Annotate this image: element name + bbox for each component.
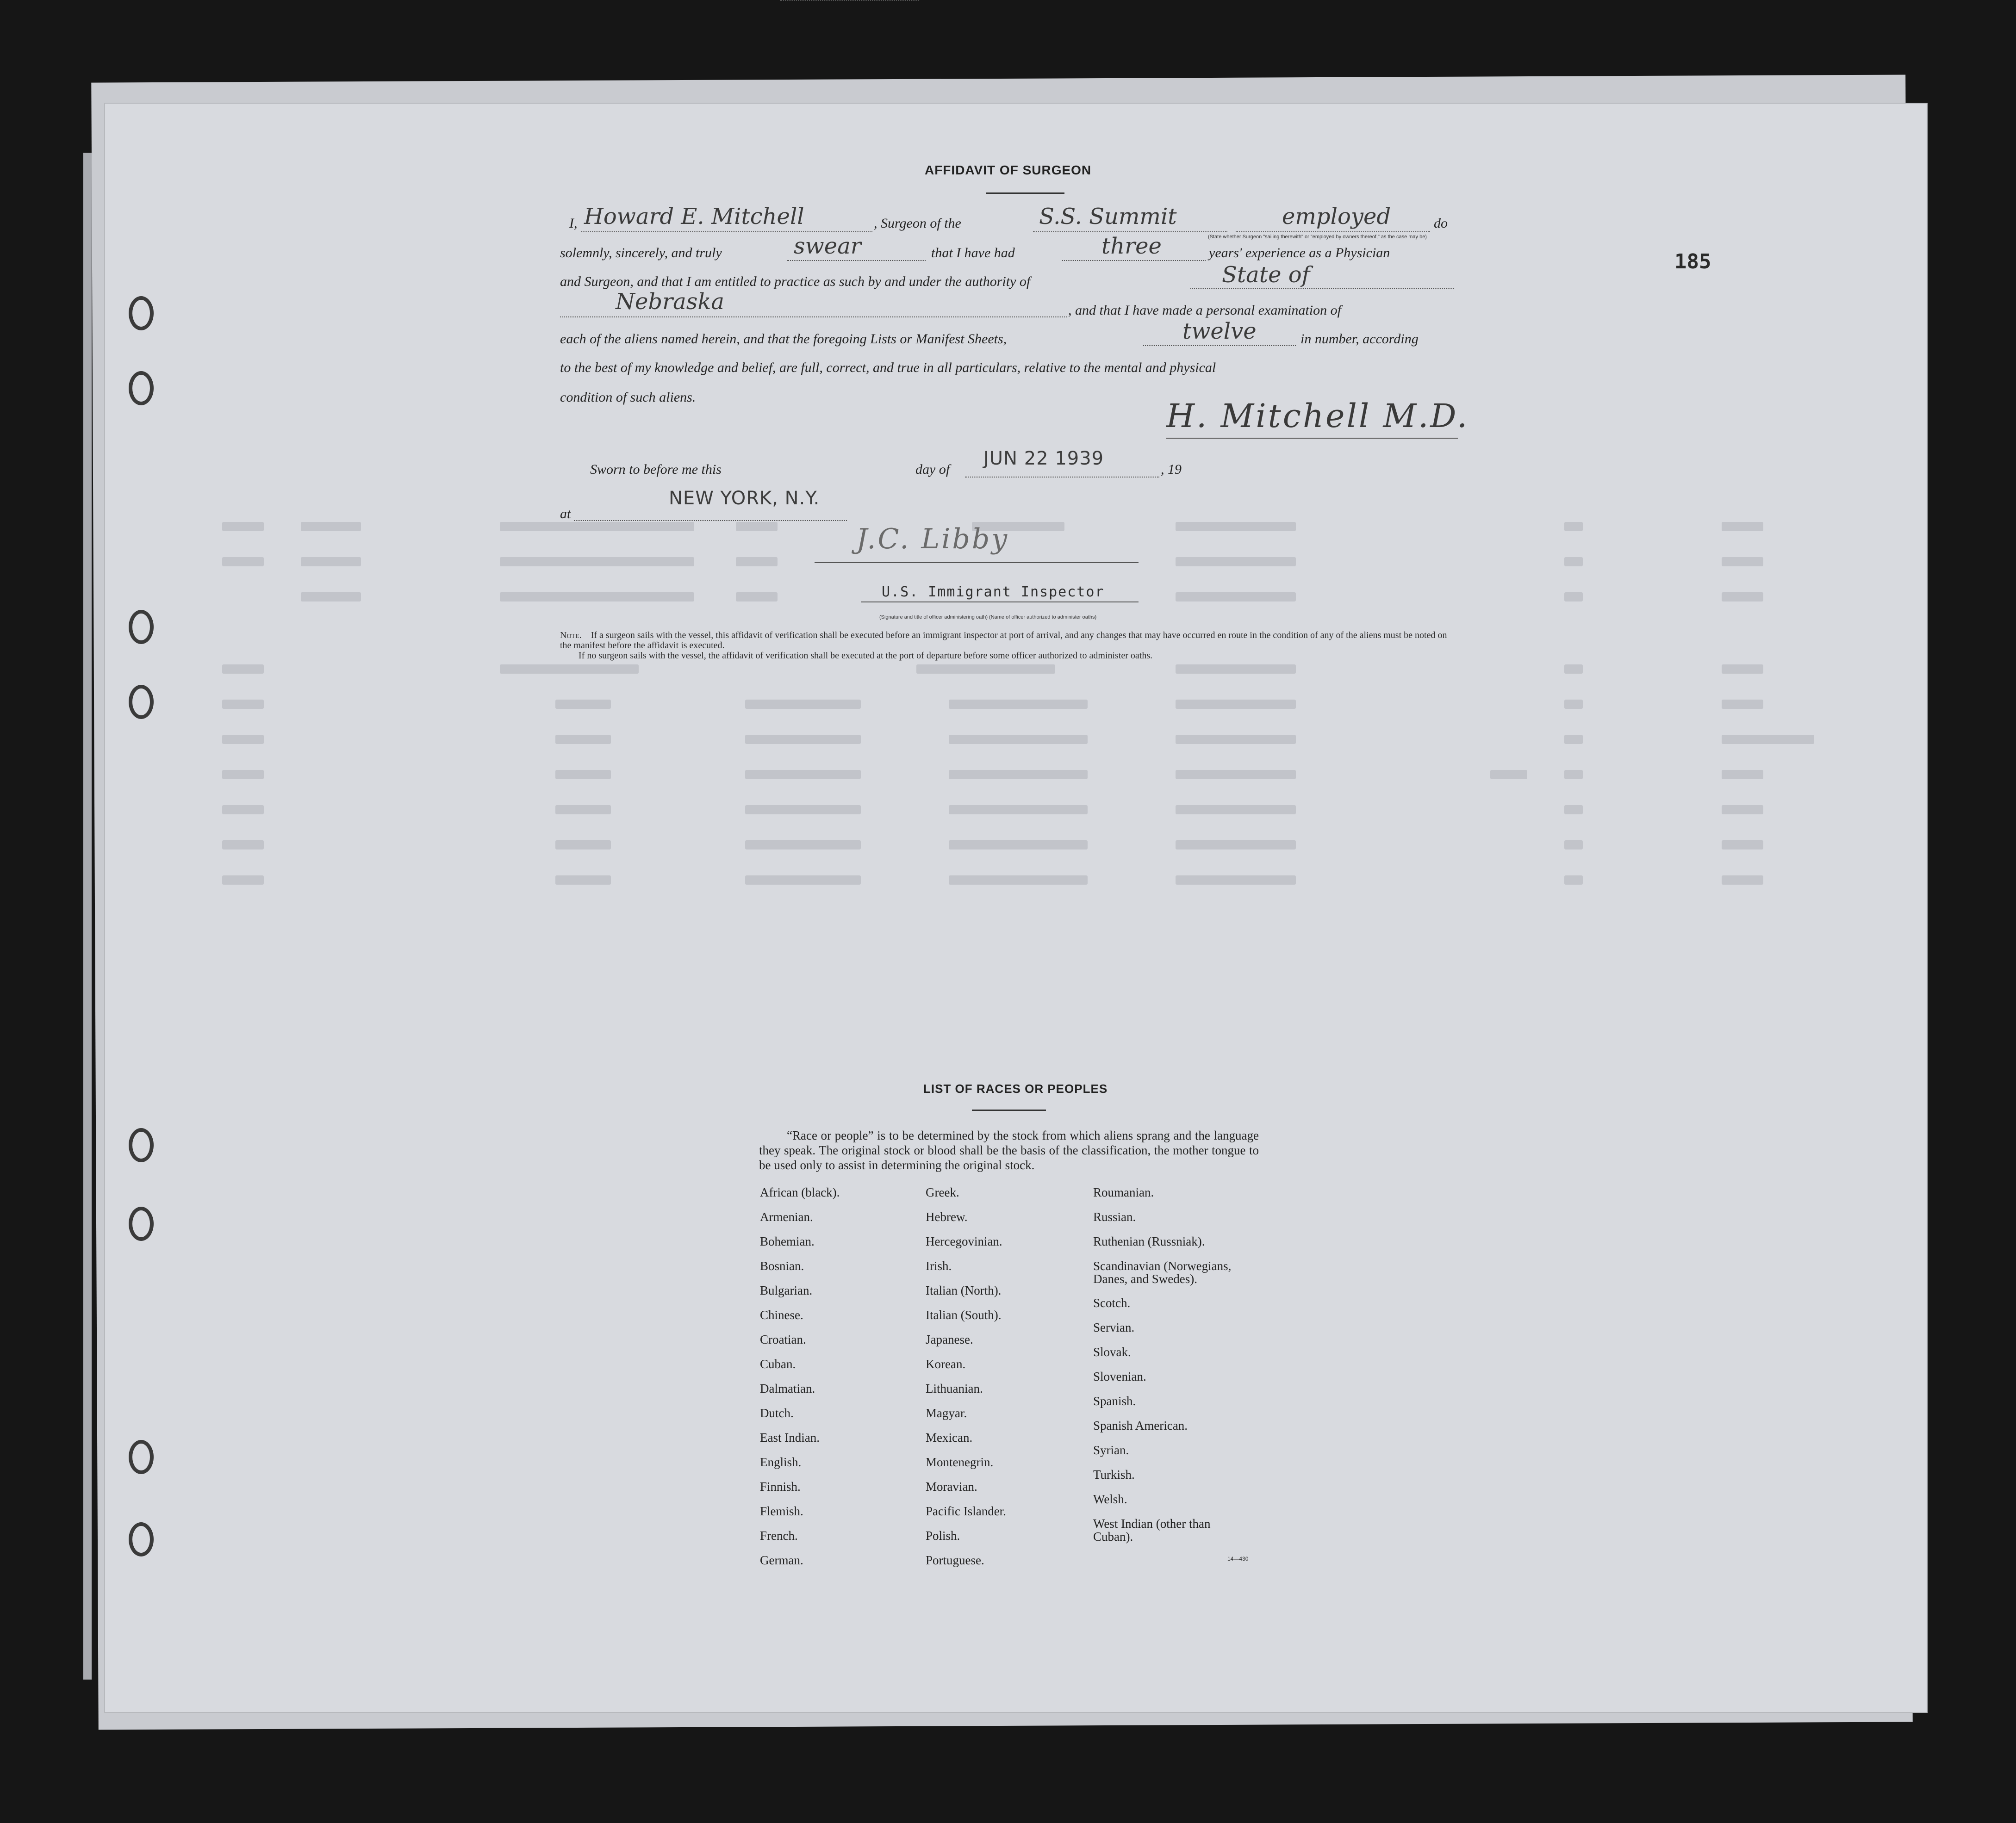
races-column-3 <box>1093 1186 1241 1554</box>
races-heading-rule <box>972 1110 1046 1111</box>
punch-hole <box>129 1522 154 1556</box>
race-item: Scotch. <box>1093 1296 1131 1310</box>
sworn-year-prefix: , 19 <box>1161 462 1182 477</box>
signature-line <box>1166 438 1458 439</box>
race-item: Finnish. <box>760 1480 801 1494</box>
affidavit-line-7: condition of such aliens. <box>560 390 696 405</box>
race-item: Mexican. <box>926 1431 973 1445</box>
race-item: Flemish. <box>760 1504 803 1518</box>
affidavit-line-6: to the best of my knowledge and belief, are full, correct, and true in all particulars, relative to the mental and physical <box>560 360 1216 375</box>
races-heading: LIST OF RACES OR PEOPLES <box>923 1082 1108 1096</box>
race-item: Montenegrin. <box>926 1455 994 1469</box>
race-item: Roumanian. <box>1093 1185 1154 1199</box>
race-item: Portuguese. <box>926 1553 984 1567</box>
affidavit-line-1-mid: , Surgeon of the <box>874 216 961 231</box>
punch-hole <box>129 1128 154 1162</box>
race-item: Hebrew. <box>926 1210 968 1224</box>
handwritten-sheets-count: twelve <box>1182 318 1257 344</box>
race-item: Polish. <box>926 1529 960 1543</box>
race-item: Chinese. <box>760 1308 803 1322</box>
fill-line <box>1143 345 1296 346</box>
handwritten-years: three <box>1101 233 1162 259</box>
handwritten-employment: employed <box>1282 204 1391 229</box>
note-text-1: —If a surgeon sails with the vessel, this affidavit of verification shall be executed before an immigrant inspector at port of arrival, and any changes that may have occurred en route in the condition of any of the aliens must be noted on the manifest before the affidavit is executed. <box>560 630 1447 651</box>
handwritten-authority-1: State of <box>1222 262 1310 288</box>
inspector-signature: J.C. Libby <box>856 523 1009 555</box>
race-item: African (black). <box>760 1185 840 1199</box>
race-item: Spanish American. <box>1093 1419 1188 1432</box>
race-item: Armenian. <box>760 1210 813 1224</box>
races-column-2 <box>926 1186 1006 1578</box>
state-note: (State whether Surgeon "sailing therewith" or "employed by owners thereof," as the case may be) <box>1208 234 1427 240</box>
race-item: Magyar. <box>926 1406 967 1420</box>
sworn-at: at <box>560 506 571 521</box>
page-edge <box>83 153 92 1680</box>
race-item: Dutch. <box>760 1406 794 1420</box>
inspector-title: U.S. Immigrant Inspector <box>882 584 1105 600</box>
note-label: Note. <box>560 630 582 640</box>
fill-line <box>1033 231 1227 232</box>
race-item: East Indian. <box>760 1431 820 1445</box>
race-item: Lithuanian. <box>926 1382 983 1395</box>
ghost-manifest-row <box>222 664 1768 676</box>
ghost-manifest-row <box>222 840 1768 851</box>
race-item: Servian. <box>1093 1321 1135 1334</box>
affidavit-heading: AFFIDAVIT OF SURGEON <box>925 163 1092 177</box>
race-item: Italian (North). <box>926 1284 1002 1297</box>
sworn-prefix: Sworn to before me this <box>590 462 722 477</box>
heading-rule <box>986 192 1064 194</box>
handwritten-ship-name: S.S. Summit <box>1039 204 1177 229</box>
race-item: French. <box>760 1529 798 1543</box>
note-text-2: If no surgeon sails with the vessel, the affidavit of verification shall be executed at the port of departure before some officer authorized to administer oaths. <box>579 651 1153 661</box>
fill-line <box>780 0 919 1</box>
affidavit-line-4: , and that I have made a personal examination of <box>1068 303 1341 318</box>
handwritten-surgeon-name: Howard E. Mitchell <box>584 204 804 229</box>
punch-hole <box>129 1440 154 1474</box>
race-item: Irish. <box>926 1259 952 1273</box>
race-item: Russian. <box>1093 1210 1136 1224</box>
fill-line <box>787 260 926 261</box>
fill-line <box>1190 288 1454 289</box>
date-stamp: JUN 22 1939 <box>983 448 1104 469</box>
inspector-signature-line <box>815 562 1139 563</box>
inspector-caption: (Signature and title of officer administering oath) (Name of officer authorized to administer oaths) <box>879 614 1097 620</box>
inspector-title-line <box>861 601 1139 602</box>
race-item: Spanish. <box>1093 1394 1136 1408</box>
race-item: Scandinavian (Norwegians, Danes, and Swedes). <box>1093 1259 1232 1286</box>
race-item: Italian (South). <box>926 1308 1002 1322</box>
race-item: Japanese. <box>926 1333 973 1346</box>
affidavit-line-1-end: do <box>1434 216 1448 231</box>
race-item: Hercegovinian. <box>926 1234 1002 1248</box>
document-page <box>104 103 1928 1713</box>
race-item: Slovenian. <box>1093 1370 1146 1383</box>
form-code: 14—430 <box>1227 1556 1249 1562</box>
race-item: Dalmatian. <box>760 1382 815 1395</box>
affidavit-line-2c: years' experience as a Physician <box>1209 245 1390 260</box>
surgeon-signature: H. Mitchell M.D. <box>1166 397 1469 435</box>
ghost-manifest-row <box>222 805 1768 816</box>
race-item: Syrian. <box>1093 1443 1129 1457</box>
race-item: Moravian. <box>926 1480 977 1494</box>
fill-line <box>1236 231 1430 232</box>
race-item: Korean. <box>926 1357 966 1371</box>
punch-hole <box>129 610 154 644</box>
affidavit-line-5b: in number, according <box>1300 331 1419 347</box>
fill-line <box>1062 260 1206 261</box>
fill-line <box>581 231 872 232</box>
race-item: Pacific Islander. <box>926 1504 1006 1518</box>
affidavit-line-2a: solemnly, sincerely, and truly <box>560 245 722 260</box>
race-item: Turkish. <box>1093 1468 1135 1482</box>
race-item: Welsh. <box>1093 1492 1127 1506</box>
affidavit-line-5a: each of the aliens named herein, and that the foregoing Lists or Manifest Sheets, <box>560 331 1007 347</box>
races-column-1 <box>760 1186 840 1578</box>
race-item: Slovak. <box>1093 1345 1131 1359</box>
races-intro: “Race or people” is to be determined by the stock from which aliens sprang and the language they speak. The original stock or blood shall be the basis of the classification, the mother tongue to be used only to assist in determining the original stock. <box>759 1129 1259 1172</box>
race-item: English. <box>760 1455 802 1469</box>
punch-hole <box>129 371 154 405</box>
affidavit-line-1-prefix: I, <box>569 216 578 231</box>
handwritten-oath: swear <box>794 233 861 259</box>
race-item: Cuban. <box>760 1357 796 1371</box>
fill-line <box>574 520 847 521</box>
race-item: Bosnian. <box>760 1259 804 1273</box>
handwritten-authority-2: Nebraska <box>616 289 725 315</box>
ghost-manifest-row <box>222 875 1768 887</box>
race-item: Greek. <box>926 1185 959 1199</box>
punch-hole <box>129 296 154 330</box>
affidavit-note <box>560 630 1458 661</box>
race-item: Croatian. <box>760 1333 806 1346</box>
ghost-manifest-row <box>222 700 1768 711</box>
ghost-manifest-row <box>222 770 1768 781</box>
sworn-day-of: day of <box>915 462 950 477</box>
race-item: German. <box>760 1553 803 1567</box>
place-stamp: NEW YORK, N.Y. <box>669 488 820 509</box>
punch-hole <box>129 685 154 719</box>
punch-hole <box>129 1207 154 1241</box>
page-number: 185 <box>1674 250 1711 273</box>
affidavit-line-3: and Surgeon, and that I am entitled to practice as such by and under the authority of <box>560 274 1031 289</box>
race-item: West Indian (other than Cuban). <box>1093 1517 1211 1544</box>
race-item: Bulgarian. <box>760 1284 813 1297</box>
fill-line <box>560 316 1067 317</box>
affidavit-line-2b: that I have had <box>931 245 1015 260</box>
race-item: Bohemian. <box>760 1234 815 1248</box>
race-item: Ruthenian (Russniak). <box>1093 1234 1205 1248</box>
ghost-manifest-row <box>222 735 1768 746</box>
